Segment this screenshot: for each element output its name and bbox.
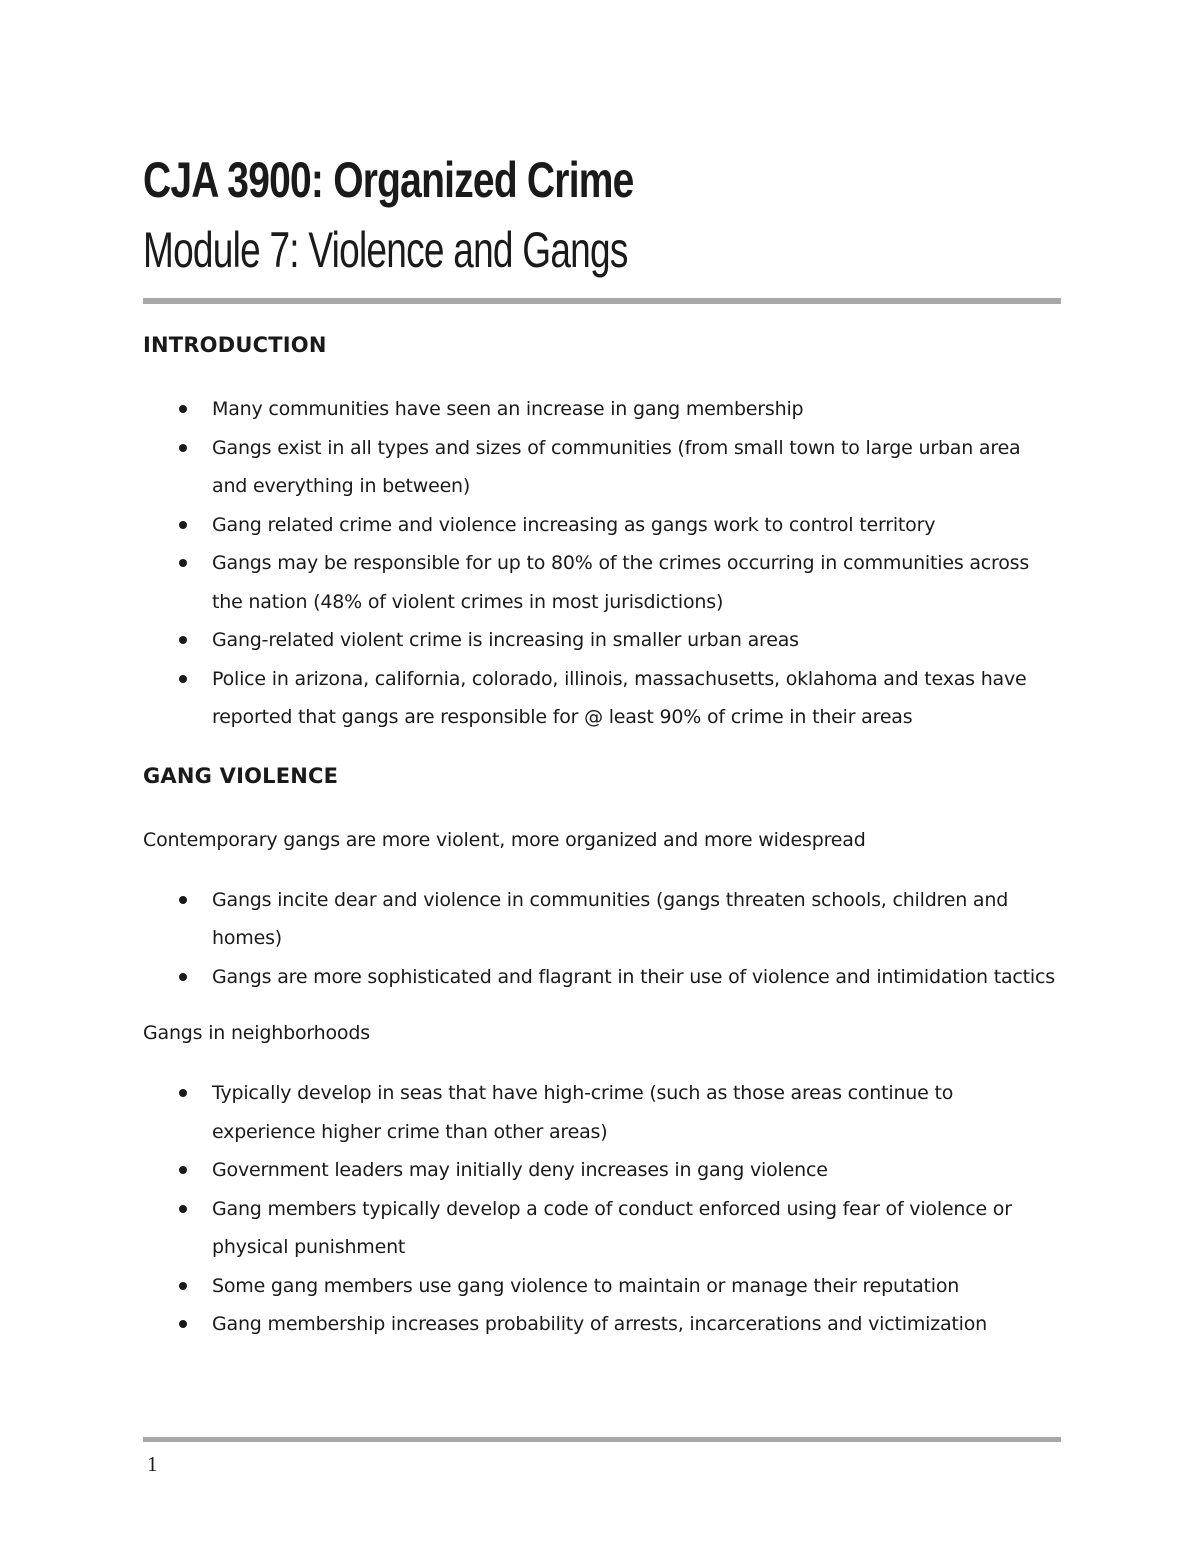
document-subtitle: Module 7: Violence and Gangs [143, 222, 628, 278]
bullet-icon [179, 559, 187, 567]
introduction-list [143, 390, 1061, 737]
document-title: CJA 3900: Organized Crime [143, 152, 634, 208]
bullet-icon [179, 1282, 187, 1290]
bullet-icon [179, 675, 187, 683]
list-item-text: Some gang members use gang violence to maintain or manage their reputation [212, 1274, 960, 1297]
list-item-text: Gangs incite dear and violence in communities (gangs threaten schools, children and homes) [212, 888, 1009, 949]
list-item-text: Gang-related violent crime is increasing in smaller urban areas [212, 629, 799, 651]
list-item-text: Gang membership increases probability of arrests, incarcerations and victimization [212, 1313, 988, 1335]
list-item [143, 1190, 1061, 1267]
list-item [143, 660, 1061, 737]
bullet-icon [179, 1205, 187, 1213]
list-item-text: Many communities have seen an increase in gang membership [212, 398, 804, 420]
list-item-text: Gang members typically develop a code of conduct enforced using fear of violence or physical punishment [212, 1197, 1012, 1258]
section-heading-gang-violence: GANG VIOLENCE [143, 763, 339, 788]
bullet-icon [179, 444, 187, 452]
list-item-text: Police in arizona, california, colorado, illinois, massachusetts, oklahoma and texas have reported that gangs are responsible for @ least 90% of crime in their areas [212, 667, 1027, 728]
bullet-icon [179, 405, 187, 413]
list-item-text: Gangs are more sophisticated and flagrant in their use of violence and intimidation tactics [212, 965, 1055, 988]
list-item [143, 1074, 1061, 1151]
neighborhoods-label: Gangs in neighborhoods [143, 1022, 370, 1044]
gang-violence-list [143, 881, 1061, 997]
list-item [143, 506, 1061, 545]
list-item [143, 621, 1061, 660]
list-item-text: Gangs exist in all types and sizes of communities (from small town to large urban area and everything in between) [212, 436, 1021, 497]
page-number: 1 [147, 1452, 158, 1476]
bullet-icon [179, 973, 187, 981]
bullet-icon [179, 1320, 187, 1328]
bullet-icon [179, 1089, 187, 1097]
neighborhoods-list [143, 1074, 1061, 1344]
list-item [143, 544, 1061, 621]
bullet-icon [179, 896, 187, 904]
list-item [143, 958, 1061, 997]
gang-violence-intro: Contemporary gangs are more violent, more organized and more widespread [143, 828, 866, 851]
list-item-text: Gang related crime and violence increasing as gangs work to control territory [212, 513, 936, 536]
list-item [143, 429, 1061, 506]
header-divider [143, 298, 1061, 304]
list-item-text: Government leaders may initially deny increases in gang violence [212, 1159, 828, 1181]
list-item [143, 390, 1061, 429]
bullet-icon [179, 1166, 187, 1174]
footer-divider [143, 1437, 1061, 1442]
section-heading-introduction: INTRODUCTION [143, 333, 327, 357]
bullet-icon [179, 636, 187, 644]
bullet-icon [179, 521, 187, 529]
list-item-text: Typically develop in seas that have high-crime (such as those areas continue to experience higher crime than other areas) [212, 1082, 954, 1143]
list-item [143, 881, 1061, 958]
list-item [143, 1305, 1061, 1344]
list-item [143, 1151, 1061, 1190]
list-item [143, 1267, 1061, 1306]
list-item-text: Gangs may be responsible for up to 80% of the crimes occurring in communities across the nation (48% of violent crimes in most jurisdictions) [212, 552, 1030, 613]
document-body [143, 328, 1061, 1362]
